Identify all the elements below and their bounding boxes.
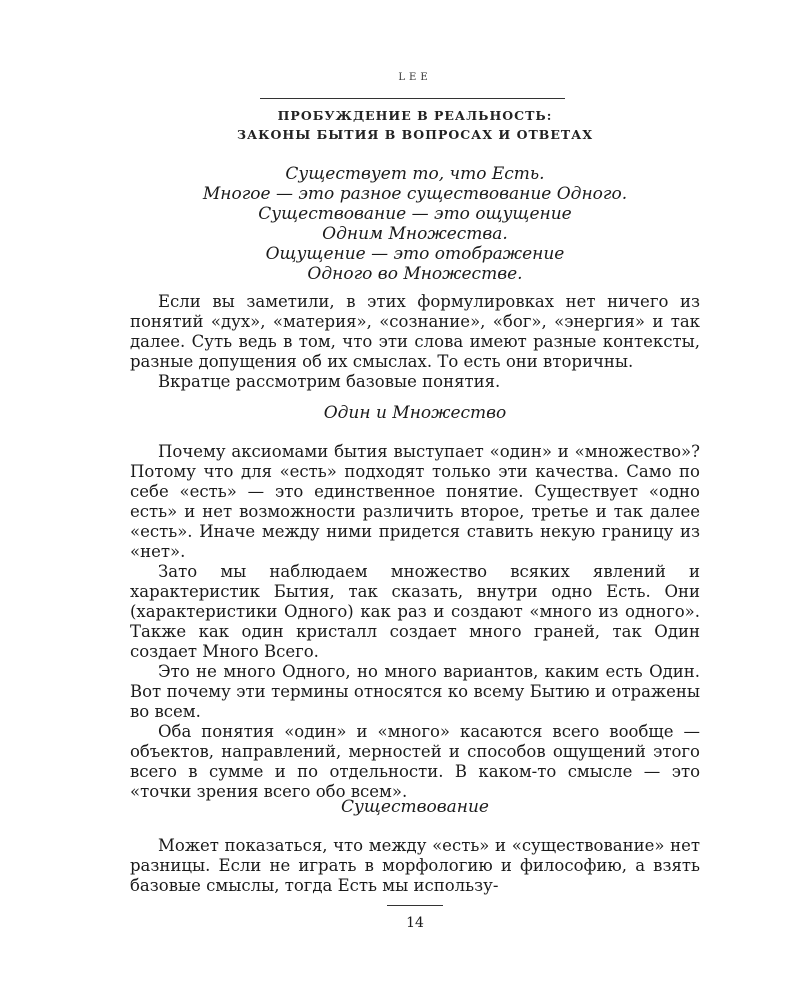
section-one-and-many-text <box>130 442 700 802</box>
running-header-title <box>130 106 700 144</box>
epigraph-line: Одним Множества. <box>322 224 508 244</box>
section-heading-existence: Существование <box>341 797 489 817</box>
header-divider <box>260 98 565 99</box>
epigraph-line: Ощущение — это отображение <box>265 244 565 264</box>
paragraph: Зато мы наблюдаем множество всяких явлений и характеристик Бытия, так сказать, внутри одно Есть. Они (характеристики Одного) как раз и создают «много из одного». Также как один кристалл создает много граней, так Один создает Много Всего. <box>130 562 700 661</box>
paragraph: Если вы заметили, в этих формулировках нет ничего из понятий «дух», «материя», «сознание», «бог», «энергия» и так далее. Суть ведь в том, что эти слова имеют разные контексты, разные допущения об их смыслах. То есть они вторичны. <box>130 292 700 371</box>
paragraph: Оба понятия «один» и «много» касаются всего вообще — объектов, направлений, мерностей и способов ощущений этого всего в сумме и по отдельности. В каком-то смысле — это «точки зрения всего обо всем». <box>130 722 700 801</box>
epigraph <box>130 164 700 284</box>
book-page <box>130 0 700 1000</box>
running-header-author: LEE <box>398 72 432 83</box>
epigraph-line: Одного во Множестве. <box>307 264 523 284</box>
epigraph-line: Существование — это ощущение <box>258 204 572 224</box>
header-title-line-2: ЗАКОНЫ БЫТИЯ В ВОПРОСАХ И ОТВЕТАХ <box>236 127 594 142</box>
epigraph-line: Существует то, что Есть. <box>285 164 545 184</box>
footer-divider <box>387 905 443 906</box>
section-existence-text <box>130 836 700 896</box>
paragraph: Это не много Одного, но много вариантов, каким есть Один. Вот почему эти термины относятся ко всему Бытию и отражены во всем. <box>130 662 700 721</box>
paragraph: Почему аксиомами бытия выступает «один» и «множество»? Потому что для «есть» подходят только эти качества. Само по себе «есть» — это единственное понятие. Существует «одно есть» и нет возможности различить второе, третье и так далее «есть». Иначе между ними придется ставить некую границу из «нет». <box>130 442 700 561</box>
header-title-line-1: ПРОБУЖДЕНИЕ В РЕАЛЬНОСТЬ: <box>277 108 553 123</box>
section-heading-one-and-many: Один и Множество <box>323 403 507 423</box>
intro-text <box>130 292 700 392</box>
epigraph-line: Многое — это разное существование Одного. <box>202 184 628 204</box>
paragraph: Вкратце рассмотрим базовые понятия. <box>158 372 501 391</box>
paragraph: Может показаться, что между «есть» и «существование» нет разницы. Если не играть в морфологию и философию, а взять базовые смыслы, тогда Есть мы использу- <box>130 836 700 895</box>
page-number: 14 <box>406 915 424 931</box>
